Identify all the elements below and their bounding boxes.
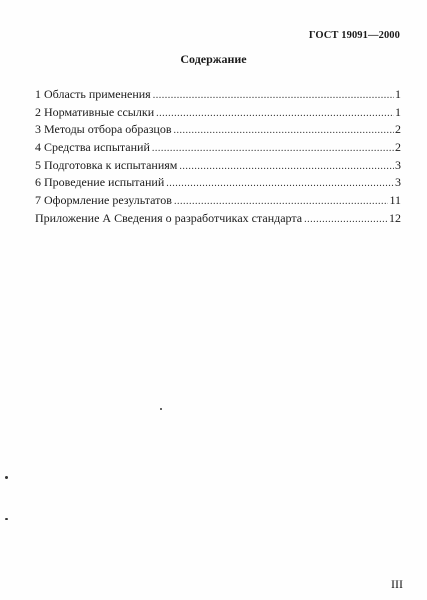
toc-entry-page: 3 <box>395 175 401 190</box>
toc-title: Содержание <box>180 52 247 66</box>
toc-dot-leader <box>166 175 394 193</box>
scan-speck <box>5 476 8 479</box>
scan-speck <box>160 408 162 410</box>
toc-entry-label: Приложение А Сведения о разработчиках стандарта <box>35 210 303 225</box>
toc-entry-appendix-a[interactable] <box>35 210 401 228</box>
toc-entry-page: 12 <box>389 210 401 225</box>
toc-entry-test-procedure[interactable] <box>35 174 401 192</box>
table-of-contents <box>35 86 401 228</box>
toc-entry-label: 6 Проведение испытаний <box>35 175 165 190</box>
standard-identifier: ГОСТ 19091—2000 <box>308 30 400 41</box>
toc-entry-label: 4 Средства испытаний <box>35 140 150 155</box>
toc-entry-page: 1 <box>395 87 401 101</box>
toc-entry-label: 3 Методы отбора образцов <box>35 122 172 137</box>
toc-dot-leader <box>152 140 394 158</box>
toc-dot-leader <box>179 158 394 176</box>
toc-entry-page: 3 <box>395 157 401 172</box>
toc-entry-page: 2 <box>395 140 401 155</box>
toc-entry-sampling-methods[interactable] <box>35 121 401 139</box>
toc-dot-leader <box>153 87 394 105</box>
toc-entry-results-reporting[interactable] <box>35 192 401 210</box>
toc-dot-leader <box>174 122 394 140</box>
toc-dot-leader <box>156 105 394 123</box>
toc-entry-label: 1 Область применения <box>35 87 151 101</box>
scan-speck <box>5 518 8 520</box>
page-number: III <box>391 577 403 591</box>
toc-entry-scope[interactable] <box>35 86 401 104</box>
toc-entry-label: 2 Нормативные ссылки <box>35 104 155 119</box>
toc-entry-normative-references[interactable] <box>35 104 401 122</box>
toc-dot-leader <box>304 211 388 229</box>
toc-dot-leader <box>174 193 389 211</box>
toc-entry-label: 7 Оформление результатов <box>35 193 172 208</box>
toc-entry-page: 1 <box>395 104 401 119</box>
toc-entry-page: 11 <box>389 193 401 208</box>
toc-entry-label: 5 Подготовка к испытаниям <box>35 157 178 172</box>
toc-entry-test-preparation[interactable] <box>35 157 401 175</box>
toc-entry-test-equipment[interactable] <box>35 139 401 157</box>
toc-entry-page: 2 <box>395 122 401 137</box>
